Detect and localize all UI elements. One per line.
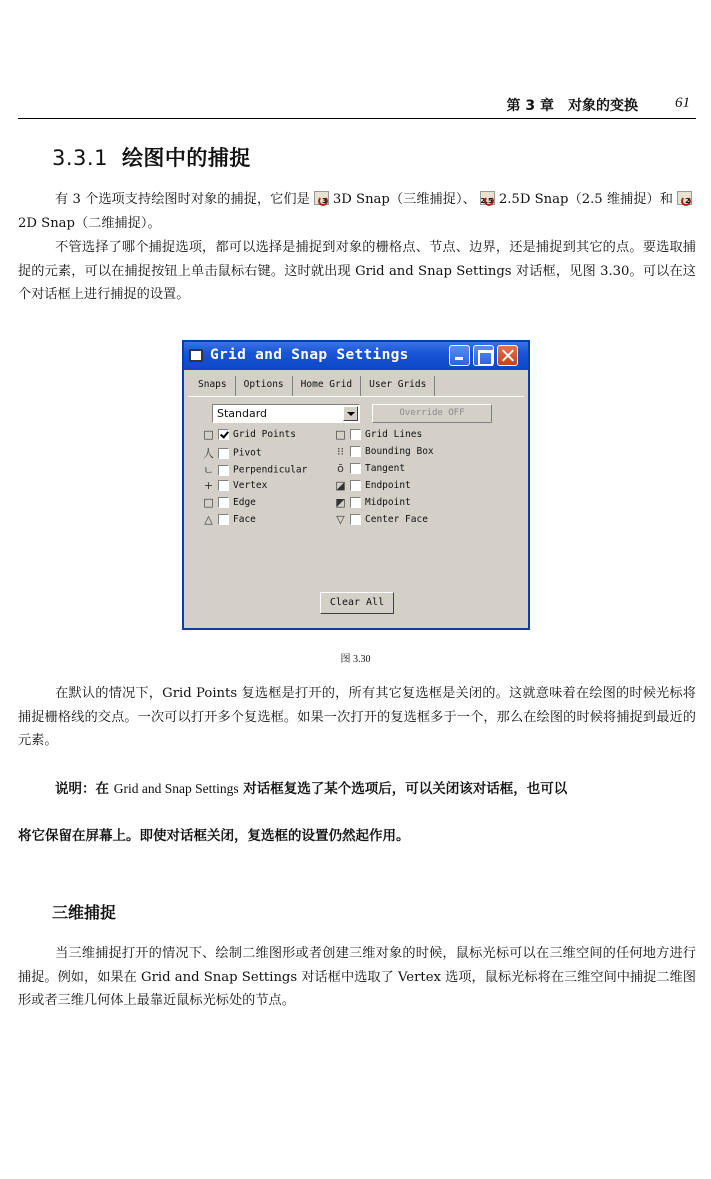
section-title: 绘图中的捕捉	[121, 145, 251, 170]
option-midpoint[interactable]: ◩ Midpoint	[335, 496, 411, 509]
paragraph-settings	[18, 236, 696, 307]
snap-type-select[interactable]	[212, 404, 360, 423]
para1-c: 2.5D Snap（2.5 维捕捉）和	[498, 192, 673, 207]
note-d: 将它保留在屏幕上。即使对话框关闭，复选框的设置仍然起作用。	[18, 828, 410, 844]
app-icon	[189, 349, 203, 362]
option-vertex[interactable]: + Vertex	[203, 479, 268, 492]
figure-caption: 图 3.30	[340, 654, 371, 665]
option-bounding-box[interactable]: ⁝⁝ Bounding Box	[334, 445, 434, 461]
checkbox-pivot[interactable]	[218, 448, 229, 459]
edge-icon: □	[203, 496, 214, 509]
page-number: 61	[675, 95, 690, 111]
chapter-title: 第 3 章 对象的变换	[506, 98, 638, 114]
face-icon: △	[204, 513, 213, 526]
section-heading	[52, 142, 251, 172]
tab-bar	[190, 376, 435, 396]
paragraph-3d-snap	[18, 942, 696, 1013]
checkbox-bounding-box[interactable]	[350, 446, 361, 457]
snap-2d-icon: 2	[677, 191, 692, 205]
subheading-3d-snap: 三维捕捉	[52, 903, 117, 922]
paragraph-default	[18, 682, 696, 753]
tab-home-grid[interactable]: Home Grid	[293, 376, 361, 396]
running-header	[18, 93, 696, 119]
para1-b: 3D Snap（三维捕捉）、	[332, 192, 476, 207]
checkbox-grid-lines[interactable]	[350, 429, 361, 440]
override-button[interactable]: Override OFF	[372, 404, 492, 423]
maximize-button[interactable]	[473, 345, 494, 366]
section-number: 3.3.1	[52, 146, 108, 170]
option-center-face[interactable]: ▽ Center Face	[334, 513, 428, 529]
center-face-icon: ▽	[336, 513, 345, 526]
snap-3d-icon: 3	[314, 191, 329, 205]
grid-snap-dialog	[182, 340, 530, 630]
note-c: 对话框复选了某个选项后，可以关闭该对话框，也可以	[243, 781, 568, 797]
snap-2-5d-icon: 2.5	[480, 191, 495, 205]
close-button[interactable]	[497, 345, 518, 366]
checkbox-midpoint[interactable]	[350, 497, 361, 508]
dialog-title: Grid and Snap Settings	[210, 347, 409, 363]
tangent-icon: ō	[337, 462, 344, 475]
perpendicular-icon: ㄴ	[203, 464, 214, 477]
chevron-down-icon[interactable]	[343, 406, 358, 421]
minimize-button[interactable]	[449, 345, 470, 366]
note-line-1	[18, 778, 696, 800]
checkbox-perpendicular[interactable]	[218, 465, 229, 476]
clear-all-button[interactable]: Clear All	[320, 592, 394, 614]
checkbox-endpoint[interactable]	[350, 480, 361, 491]
pivot-icon: 人	[203, 447, 214, 460]
para3-text: 在默认的情况下，Grid Points 复选框是打开的，所有其它复选框是关闭的。这就意味着在绘图的时候光标将捕捉栅格线的交点。一次可以打开多个复选框。如果一次打开的复选框多于一个，那么在绘图的时候将捕捉到最近的元素。	[18, 686, 696, 748]
option-face[interactable]: △ Face	[202, 513, 256, 529]
vertex-icon: +	[203, 479, 214, 492]
option-grid-lines[interactable]: □ Grid Lines	[335, 428, 423, 441]
checkbox-face[interactable]	[218, 514, 229, 525]
paragraph-intro	[18, 188, 696, 235]
endpoint-icon: ◪	[335, 479, 346, 492]
note-a: 说明：在	[55, 781, 109, 797]
option-endpoint[interactable]: ◪ Endpoint	[335, 479, 411, 492]
dialog-titlebar[interactable]	[184, 342, 528, 370]
midpoint-icon: ◩	[335, 496, 346, 509]
checkbox-edge[interactable]	[218, 497, 229, 508]
checkbox-vertex[interactable]	[218, 480, 229, 491]
checkbox-tangent[interactable]	[350, 463, 361, 474]
checkbox-center-face[interactable]	[350, 514, 361, 525]
bounding-box-icon: ⁝⁝	[337, 445, 344, 458]
para1-d: 2D Snap（二维捕捉）。	[18, 215, 161, 231]
option-perpendicular[interactable]: ㄴ Perpendicular	[203, 464, 308, 477]
snap-type-value: Standard	[217, 407, 268, 420]
note-b: Grid and Snap Settings	[113, 781, 239, 796]
note-line-2	[18, 825, 696, 847]
checkbox-grid-points[interactable]	[218, 429, 229, 440]
para2-text: 不管选择了哪个捕捉选项，都可以选择是捕捉到对象的栅格点、节点、边界，还是捕捉到其它的点。要选取捕捉的元素，可以在捕捉按钮上单击鼠标右键。这时就出现 Grid and Snap Settings 对话框，见图 3.30。可以在这个对话框上进行捕捉的设置。	[18, 240, 696, 302]
option-grid-points[interactable]: □ Grid Points	[203, 428, 296, 441]
option-pivot[interactable]: 人 Pivot	[203, 447, 262, 460]
para4-text: 当三维捕捉打开的情况下、绘制二维图形或者创建三维对象的时候，鼠标光标可以在三维空间的任何地方进行捕捉。例如，如果在 Grid and Snap Settings 对话框中选取了 Vertex 选项，鼠标光标将在三维空间中捕捉二维图形或者三维几何体上最靠近鼠标光标处的节点。	[18, 946, 696, 1008]
grid-points-icon: □	[203, 428, 214, 441]
grid-lines-icon: □	[335, 428, 346, 441]
tab-options[interactable]: Options	[236, 376, 293, 396]
para1-a: 有 3 个选项支持绘图时对象的捕捉，它们是	[55, 192, 310, 207]
option-tangent[interactable]: ō Tangent	[334, 462, 405, 478]
option-edge[interactable]: □ Edge	[203, 496, 256, 509]
tab-snaps[interactable]: Snaps	[190, 376, 236, 396]
tab-user-grids[interactable]: User Grids	[361, 376, 435, 396]
